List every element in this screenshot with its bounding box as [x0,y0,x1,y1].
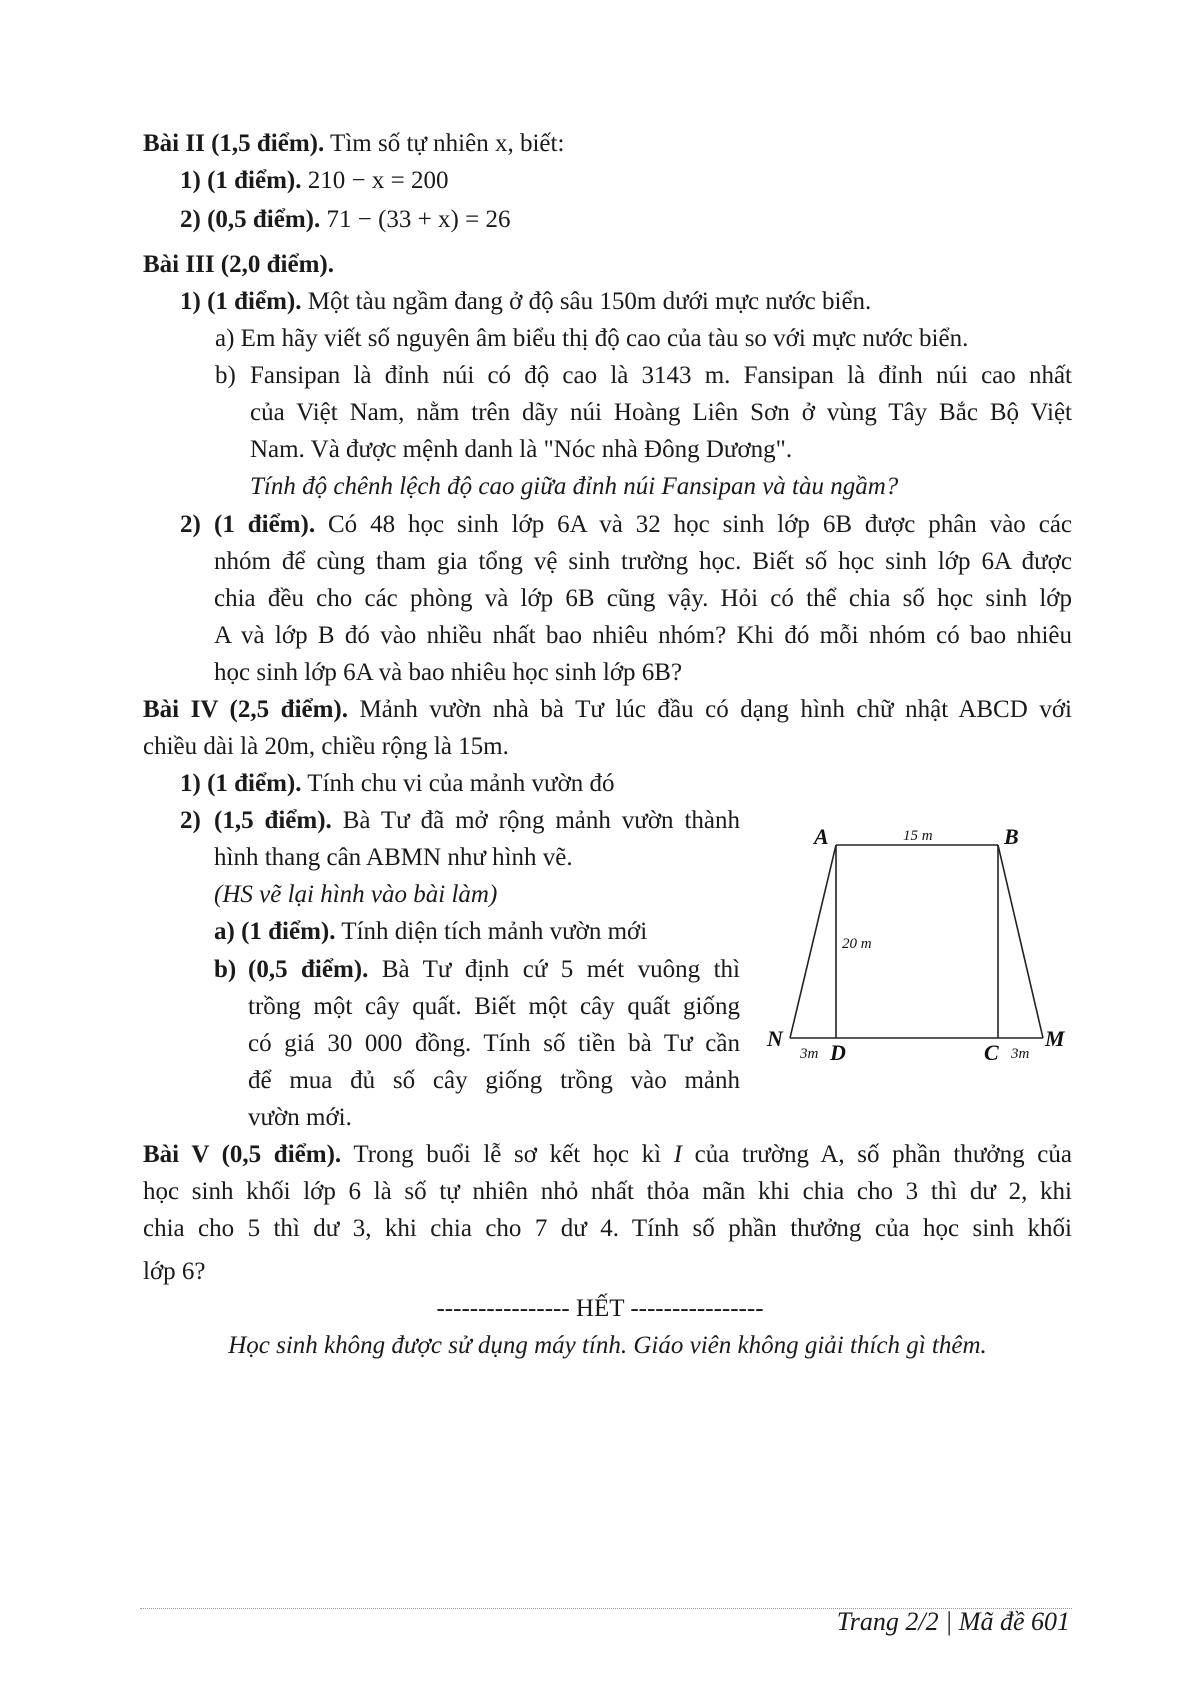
item-points: (1 điểm). [214,511,316,538]
equation: 71 − (33 + x) = 26 [326,206,511,233]
bai4-q2-num [180,804,201,838]
bai5-line: lớp 6? [143,1258,206,1285]
item-number: 2) [180,807,201,834]
bai4-q2-a [214,915,647,949]
label-top-length: 15 m [903,828,933,844]
bai3-q1-b-line-3: Nam. Và được mệnh danh là "Nóc nhà Đông Dương". [250,436,793,463]
sub-text: Tính diện tích mảnh vườn mới [335,918,648,945]
segment-an [790,845,836,1038]
bai4-q2-b-line: vườn mới. [248,1104,352,1131]
item-points: (1 điểm). [207,167,302,194]
label-b: B [1004,824,1019,849]
question-text: Tính chu vi của mảnh vườn đó [301,770,615,797]
bai3-q2-line: học sinh lớp 6A và bao nhiêu học sinh lớp 6B? [214,659,683,686]
bai5-title: Bài V (0,5 điểm). [143,1141,342,1168]
bai4-heading [143,693,1072,727]
item-points: (1 điểm). [207,770,302,797]
item-points: (0,5 điểm). [248,956,369,983]
bai4-title: Bài IV (2,5 điểm). [143,696,349,723]
bai4-q2-second-line: hình thang cân ABMN như hình vẽ. [214,844,573,871]
bai2-title: Bài II (1,5 điểm). [143,130,325,157]
question-text: Có 48 học sinh lớp 6A và 32 học sinh lớp 6B được phân vào các [315,511,1073,538]
bai3-q1 [180,285,871,319]
bai4-q2-b-line: để mua đủ số cây giống trồng vào mảnh [248,1067,740,1094]
sub-text: Bà Tư định cứ 5 mét vuông thì [368,956,741,983]
bai4-text: Mảnh vườn nhà bà Tư lúc đầu có dạng hình chữ nhật ABCD với [348,696,1072,723]
bai5-line: chia cho 5 thì dư 3, khi chia cho 7 dư 4. Tính số phần thưởng của học sinh khối [143,1215,1072,1242]
item-points: (1 điểm). [241,918,336,945]
trapezoid-figure [758,820,1088,1070]
item-points: (0,5 điểm). [207,206,321,233]
label-right-extension: 3m [1011,1046,1030,1062]
segment-bm [998,845,1043,1038]
bai2-item-1 [180,164,448,198]
label-d: D [830,1040,846,1065]
bai3-q1-a [215,322,968,356]
sub-text: Em hãy viết số nguyên âm biểu thị độ cao của tàu so với mực nước biển. [240,325,969,352]
bai4-second-line: chiều dài là 20m, chiều rộng là 15m. [143,733,509,760]
bai3-q1-b-line-2: của Việt Nam, nằm trên dãy núi Hoàng Liên Sơn ở vùng Tây Bắc Bộ Việt [250,399,1072,426]
question-text: Bà Tư đã mở rộng mảnh vườn thành [331,807,740,834]
bai4-q2-note: (HS vẽ lại hình vào bài làm) [214,881,498,908]
sub-label: a) [215,325,235,352]
item-points: (1,5 điểm). [214,807,332,834]
question-text: Một tàu ngầm đang ở độ sâu 150m dưới mực nước biển. [301,288,872,315]
bai5-term-roman: I [673,1141,683,1168]
label-a: A [814,824,829,849]
label-c: C [984,1040,999,1065]
page-footer: Trang 2/2 | Mã đề 601 [836,1607,1070,1636]
bai3-q2-line: nhóm để cùng tham gia tổng vệ sinh trường học. Biết số học sinh lớp 6A được [214,548,1072,575]
bai5-heading [143,1138,1072,1172]
label-height-length: 20 m [842,936,872,952]
label-left-extension: 3m [800,1046,819,1062]
equation: 210 − x = 200 [307,167,449,194]
bai3-title: Bài III (2,0 điểm). [143,251,334,278]
item-number: 1) [180,167,201,194]
bai4-q2-b-first [248,953,740,987]
item-number: 1) [180,770,201,797]
bai4-q2-b-line: có giá 30 000 đồng. Tính số tiền bà Tư cần [248,1030,740,1057]
item-number: 1) [180,288,201,315]
bai5-text: Trong buổi lễ sơ kết học kì [341,1141,674,1168]
label-n: N [767,1026,783,1051]
sub-label: b) [214,956,237,983]
bai5-line: học sinh khối lớp 6 là số tự nhiên nhỏ nhất thỏa mãn khi chia cho 3 thì dư 2, khi [143,1178,1072,1205]
bai3-q2-line: chia đều cho các phòng và lớp 6B cũng vậy. Hỏi có thể chia số học sinh lớp [214,585,1072,612]
bai3-q2-num [180,508,201,542]
label-m: M [1045,1026,1065,1051]
item-number: 2) [180,206,201,233]
bai3-q2-first-line [214,508,1072,542]
bai4-q1 [180,767,615,801]
sub-label: a) [214,918,235,945]
end-marker: ---------------- HẾT ---------------- [436,1295,764,1322]
bai4-q2-b-line: trồng một cây quất. Biết một cây quất giống [248,993,740,1020]
bai3-q2-line: A và lớp B đó vào nhiều nhất bao nhiêu nhóm? Khi đó mỗi nhóm có bao nhiêu [214,622,1072,649]
item-points: (1 điểm). [207,288,302,315]
bai2-item-2 [180,203,510,237]
bai3-q1-b-line-1: Fansipan là đỉnh núi có độ cao là 3143 m. Fansipan là đỉnh núi cao nhất [250,362,1072,389]
bai5-text: của trường A, số phần thưởng của [682,1141,1072,1168]
bai3-q1-b-question: Tính độ chênh lệch độ cao giữa đỉnh núi Fansipan và tàu ngầm? [250,473,899,500]
end-note: Học sinh không được sử dụng máy tính. Giáo viên không giải thích gì thêm. [228,1332,987,1359]
bai2-heading [143,127,564,161]
bai2-text: Tìm số tự nhiên x, biết: [324,130,565,157]
bai4-q2-first-line [214,804,740,838]
item-number: 2) [180,511,201,538]
bai3-q1-b-label: b) [215,362,236,389]
bai4-q2-b-label [214,953,236,987]
